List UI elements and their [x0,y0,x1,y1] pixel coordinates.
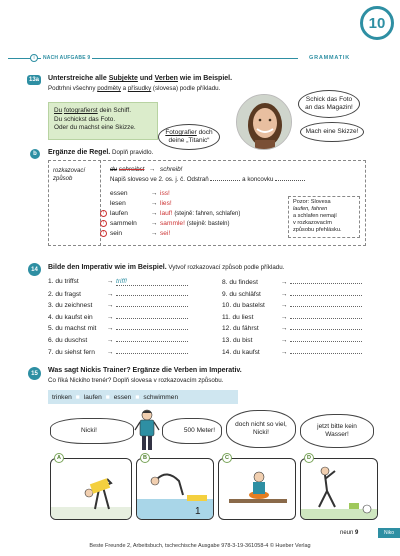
ex15-bubble-1-text: Nicki! [81,427,97,434]
footer-page-number: 9 [355,530,359,536]
warning-icon: ! [100,230,107,237]
footer-credits: Beste Freunde 2, Arbeitsbuch, tschechische Ausgabe 978-3-19-361058-4 © Hueber Verlag [89,543,311,549]
arrow-icon: → [280,348,288,356]
panel-d-illustration [301,459,378,520]
answer-field[interactable] [290,348,362,354]
exercise-14-badge [28,263,41,276]
arrow-icon: → [150,190,158,197]
verb-imperative: iss! [160,190,170,197]
imperative-prompt: 1. du triffst [48,278,79,285]
bubble-titanic: deine „Titanic“ [168,137,210,144]
exercise-13a-badge [27,75,41,85]
answer-field[interactable] [290,324,362,330]
arrow-icon: → [150,230,158,237]
ex15-bubble-4 [300,414,374,448]
arrow-icon: → [150,210,158,217]
imperative-prompt: 12. du fährst [222,325,259,333]
info-icon: i [30,54,38,62]
rule-label-1: rozkazovací [53,168,86,174]
title-verben: Verben [154,75,178,82]
answer-field[interactable] [116,348,188,354]
verb-note: (stejně: fahren, schlafen) [174,211,241,217]
exercise-13b-badge [30,149,40,159]
sub-prisudky: přísudky [127,85,152,92]
rule-sentence-mid: a koncovku [242,176,274,183]
verb-imperative: lauf! [160,210,173,217]
title-part: und [137,75,155,82]
rule-example-du: du [110,166,118,173]
arrow-icon: → [150,220,158,227]
note-line-4: v rozkazovacím [293,220,332,226]
arrow-icon: → [280,325,288,333]
ex15-bubble-3-text: doch nicht so viel, Nicki! [235,421,287,436]
arrow-icon: → [106,337,114,344]
imperative-item [48,336,188,344]
answer-field[interactable] [116,301,188,307]
verb-infinitive: sammeln [110,220,137,227]
answer-field[interactable] [290,278,362,284]
title-subjekte: Subjekte [108,75,138,82]
verb-row [102,220,230,227]
exercise-15-subtitle: Co říká Nickiho trenér? Doplň slovesa v rozkazovacím způsobu. [48,377,224,384]
note-line-1: Pozor: Slovesa [293,199,331,205]
note-line-2: laufen, fahren [293,206,328,212]
ex15-bubble-3 [226,410,296,448]
imperative-item [222,278,362,286]
note-box [288,196,360,238]
footer-page-word: neun [340,530,354,536]
word-separator: ■ [105,393,110,401]
speech-bubble-fotografier [158,124,220,150]
arrow-icon: → [106,325,114,333]
verb-row [102,210,241,217]
example-answer: triff! [116,278,127,285]
imperative-item [222,301,362,309]
arrow-icon: → [280,290,288,298]
verb-imperative: lies! [160,200,172,207]
girl-portrait [236,94,292,150]
answer-field[interactable] [290,313,362,319]
green-line-3: Oder du machst eine Skizze. [54,124,136,131]
arrow-icon: → [106,313,114,321]
exercise-13a-title [48,75,232,82]
imperative-item [222,290,362,298]
imperative-item [48,301,188,309]
green-line-2: Du schickst das Foto. [54,115,116,123]
answer-field[interactable] [116,313,188,319]
answer-field[interactable] [116,324,188,330]
bubble-fotografier: Fotografier [165,129,197,136]
word-separator: ■ [75,393,80,401]
bubble-doch: doch [196,129,213,136]
imperative-prompt: 4. du kaufst ein [48,313,93,321]
bubble-schick-text: Schick das Foto an das Magazin! [305,96,353,111]
verb-row [110,190,170,197]
panel-label-c: C [222,453,232,463]
title-part: wie im Beispiel. [177,75,233,82]
comic-panel-b [136,458,214,520]
arrow-icon: → [106,290,114,298]
rule-example [110,166,182,173]
imperative-item [222,348,362,356]
green-fotografierst: fotografierst [63,107,98,114]
imperative-prompt: 9. du schläfst [222,290,261,298]
word-box [48,390,238,404]
word-separator: ■ [135,393,140,401]
imperative-prompt: 5. du machst mit [48,325,97,333]
rule-example-verb: schreibst [118,166,145,173]
speech-bubble-schick [298,90,360,118]
exercise-14-number: 14 [31,266,38,273]
arrow-icon: → [280,279,288,286]
exercise-13b-title [48,149,153,156]
rule-example-result: schreib! [160,166,183,173]
ex15-bubble-2 [162,418,222,444]
title-part: Unterstreiche alle [48,75,109,82]
ex15-bubble-4-text: jetzt bitte kein Wasser! [317,423,357,438]
word-essen: essen [113,393,132,401]
exercise-13a-subtitle [48,85,220,92]
verb-imperative: sammle! [160,220,185,227]
panel-a-illustration [51,459,132,520]
rule-sentence-pre: Napiš sloveso ve 2. os. j. č. Odstraň [110,176,209,183]
verb-infinitive: essen [110,190,128,197]
comic-panel-d [300,458,378,520]
answer-field[interactable] [116,290,188,296]
arrow-icon: → [106,278,114,285]
rule-label-2: způsob [53,176,73,182]
warning-icon: ! [100,220,107,227]
header-bar [8,54,396,62]
sub-podmety: podměty [97,85,121,92]
exercise-13b-subtitle: Doplň pravidlo. [111,149,154,156]
verb-note: (stejně: basteln) [186,221,230,227]
answer-field[interactable] [290,301,362,307]
footer-page [340,530,358,536]
answer-field[interactable] [116,336,188,342]
speech-bubble-skizze [300,122,364,142]
imperative-prompt: 8. du findest [222,279,258,286]
note-line-3: a schlafen nemají [293,213,337,219]
arrow-icon: → [280,302,288,310]
ex15-bubble-2-text: 500 Meter! [183,427,215,434]
imperative-item [222,313,362,321]
answer-field[interactable] [116,278,188,286]
girl-portrait-svg [237,95,292,150]
imperative-prompt: 10. du bastelst [222,302,265,310]
word-schwimmen: schwimmen [143,393,179,401]
comic-panel-c [218,458,296,520]
exercise-14-title [48,264,284,271]
verb-row [102,230,171,237]
imperative-prompt: 3. du zeichnest [48,302,93,310]
arrow-icon: → [280,337,288,344]
imperative-prompt: 11. du liest [222,313,254,321]
answer-field[interactable] [290,290,362,296]
verb-infinitive: sein [110,230,123,237]
page-number-badge [360,6,394,40]
exercise-13b-number: b [33,151,37,157]
bubble-skizze-text: Mach eine Skizze! [305,128,359,135]
arrow-icon: → [280,313,288,321]
exercise-14-subtitle: Vytvoř rozkazovací způsob podle příkladu. [168,264,285,271]
footer-tab-text: Niko [383,530,394,536]
rule-label [53,167,85,183]
exercise-15-badge [28,367,41,380]
word-trinken: trinken [52,393,72,401]
rule-blank-2[interactable] [275,175,305,181]
svg-text:1: 1 [195,506,201,517]
panel-label-b: B [140,453,150,463]
warning-icon: ! [100,210,107,217]
panel-c-illustration [219,459,296,520]
panel-label-d: D [304,453,314,463]
sub-part: Podtrhni všechny [48,85,98,92]
imperative-item [222,324,362,332]
imperative-prompt: 14. du kaufst [222,348,260,356]
verb-infinitive: laufen [110,210,128,217]
imperative-item [48,348,188,356]
imperative-prompt: 6. du duschst [48,337,88,344]
answer-field[interactable] [290,336,362,342]
arrow-icon: → [106,348,114,356]
word-laufen: laufen [83,393,102,401]
imperative-item [48,324,188,332]
arrow-icon: → [149,166,156,173]
sub-part: a [120,85,128,92]
exercise-13a-number: 13a [28,77,39,83]
ex15-bubble-1 [50,418,134,444]
verb-infinitive: lesen [110,200,126,207]
imperative-prompt: 2. du fragst [48,290,81,298]
imperative-item [222,336,362,344]
rule-blank-1[interactable] [210,175,240,181]
exercise-13b-title-text: Ergänze die Regel. [48,149,111,156]
note-line-5: způsobu přehlásku. [293,227,342,233]
header-tag: NACH AUFGABE 9 [43,54,91,61]
imperative-item [48,313,188,321]
imperative-prompt: 7. du siehst fern [48,348,95,356]
sub-part: (slovesa) podle příkladu. [151,85,221,92]
footer-tab [378,528,400,538]
page-number-text: 10 [368,14,386,32]
trainer-figure [134,408,160,454]
comic-panel-a [50,458,132,520]
panel-label-a: A [54,453,64,463]
rule-sentence [110,175,305,183]
exercise-15-number: 15 [31,370,38,377]
arrow-icon: → [150,200,158,207]
example-green-box [48,102,158,140]
verb-row [110,200,172,207]
imperative-item [48,278,188,286]
green-line-1 [54,107,152,116]
exercise-15-title: Was sagt Nickis Trainer? Ergänze die Verben im Imperativ. [48,367,242,374]
verb-imperative: sei! [160,230,171,237]
panel-b-illustration [137,459,214,520]
grammatik-text: GRAMMATIK [306,55,353,61]
trainer-svg [134,408,160,454]
imperative-prompt: 13. du bist [222,337,253,344]
exercise-14-title-text: Bilde den Imperativ wie im Beispiel. [48,264,167,271]
imperative-item [48,290,188,298]
arrow-icon: → [106,302,114,310]
green-du: Du [54,107,63,114]
green-rest: dein Schiff. [97,107,131,114]
